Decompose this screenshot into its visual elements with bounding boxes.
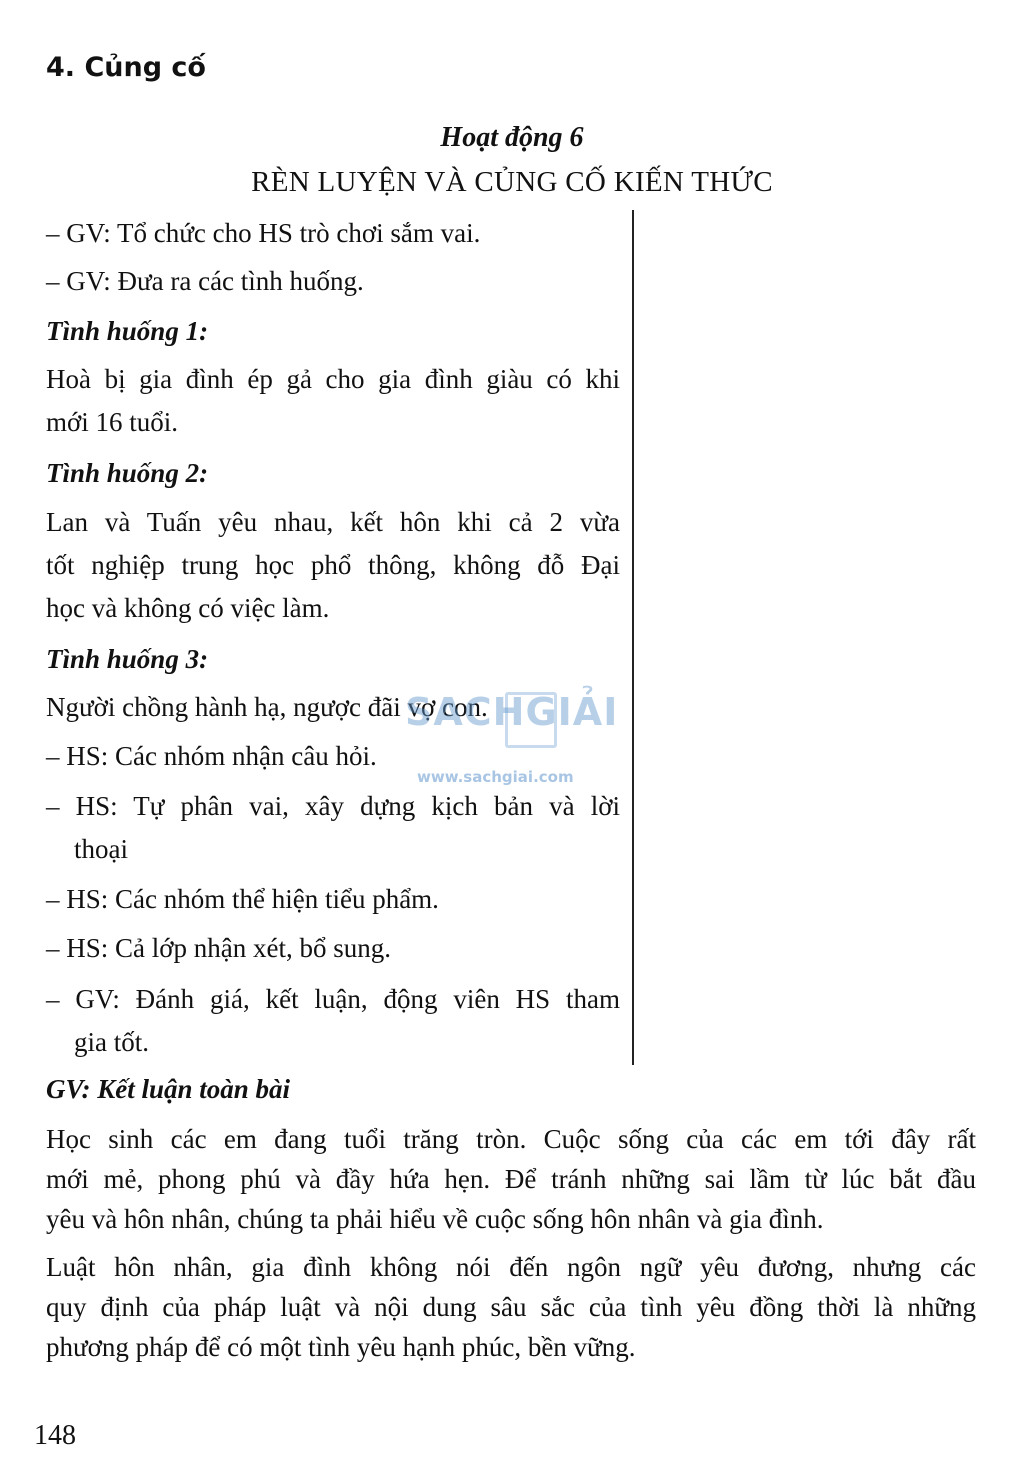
conclusion-p1-line-2: mới mẻ, phong phú và đầy hứa hẹn. Để tránh những sai lầm từ lúc bắt đầu <box>46 1164 976 1194</box>
situation-1-line-2: mới 16 tuổi. <box>46 407 179 437</box>
situation-1-label: Tình huống 1: <box>46 316 209 346</box>
situation-1-line-1: Hoà bị gia đình ép gả cho gia đình giàu có khi <box>46 364 620 394</box>
situation-2-line-3: học và không có việc làm. <box>46 593 330 623</box>
conclusion-p2-line-3: phương pháp để có một tình yêu hạnh phúc, bền vững. <box>46 1332 636 1362</box>
activity-name: Hoạt động 6 <box>440 122 584 153</box>
watermark-logo-frame <box>505 692 557 748</box>
watermark-url: www.sachgiai.com <box>417 768 574 786</box>
situation-2-line-2: tốt nghiệp trung học phổ thông, không đỗ Đại <box>46 550 620 580</box>
student-line-perform: – HS: Các nhóm thể hiện tiểu phẩm. <box>46 884 439 914</box>
student-line-review: – HS: Cả lớp nhận xét, bổ sung. <box>46 933 392 963</box>
page-number: 148 <box>34 1420 76 1451</box>
conclusion-heading: GV: Kết luận toàn bài <box>46 1074 291 1104</box>
column-divider <box>632 210 634 1065</box>
student-line-roles-1: – HS: Tự phân vai, xây dựng kịch bản và lời <box>46 791 620 821</box>
conclusion-p2-line-1: Luật hôn nhân, gia đình không nói đến ngôn ngữ yêu đương, nhưng các <box>46 1252 976 1282</box>
teacher-line-situations: – GV: Đưa ra các tình huống. <box>46 266 364 296</box>
situation-2-line-1: Lan và Tuấn yêu nhau, kết hôn khi cả 2 vừa <box>46 507 620 537</box>
situation-3-line-1: Người chồng hành hạ, ngược đãi vợ con. <box>46 692 488 722</box>
conclusion-p1-line-1: Học sinh các em đang tuổi trăng tròn. Cuộc sống của các em tới đây rất <box>46 1124 976 1154</box>
section-heading: 4. Củng cố <box>46 52 206 83</box>
teacher-line-evaluate-1: – GV: Đánh giá, kết luận, động viên HS tham <box>46 984 620 1014</box>
conclusion-p1-line-3: yêu và hôn nhân, chúng ta phải hiểu về cuộc sống hôn nhân và gia đình. <box>46 1204 824 1234</box>
student-line-roles-2: thoại <box>74 834 128 864</box>
conclusion-p2-line-2: quy định của pháp luật và nội dung sâu sắc của tình yêu đồng thời là những <box>46 1292 976 1322</box>
teacher-line-evaluate-2: gia tốt. <box>74 1027 149 1057</box>
situation-2-label: Tình huống 2: <box>46 458 209 488</box>
watermark-logo: SACHGIẢI <box>405 690 619 734</box>
student-line-receive: – HS: Các nhóm nhận câu hỏi. <box>46 741 377 771</box>
activity-subtitle: RÈN LUYỆN VÀ CỦNG CỐ KIẾN THỨC <box>251 166 773 198</box>
teacher-line-roleplay: – GV: Tổ chức cho HS trò chơi sắm vai. <box>46 218 481 248</box>
situation-3-label: Tình huống 3: <box>46 644 209 674</box>
